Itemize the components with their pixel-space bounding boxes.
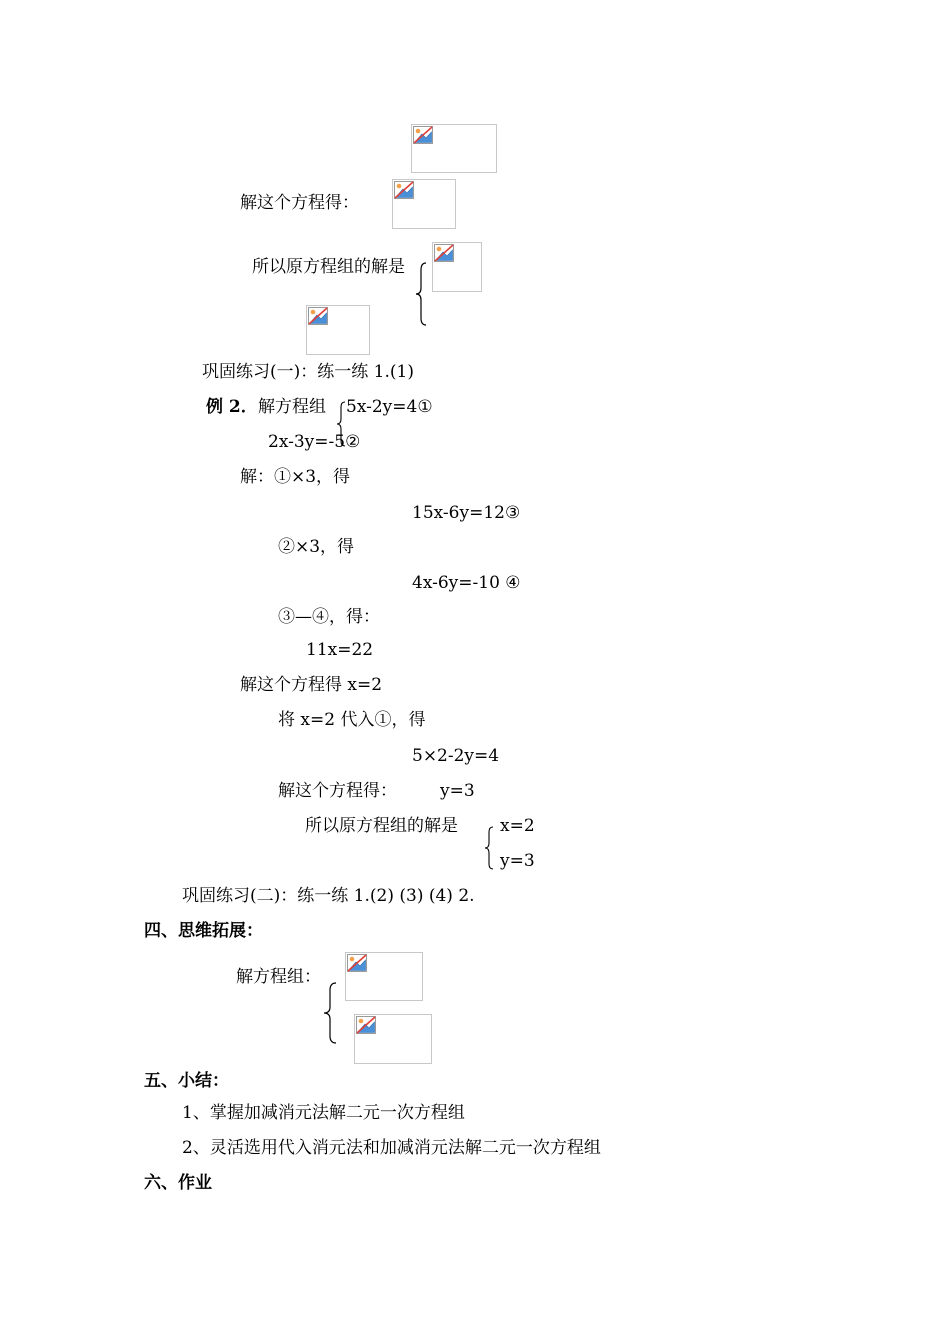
equation-image-2: [392, 179, 456, 229]
equation-image-1: [411, 124, 497, 173]
equation-image-3: [432, 242, 482, 292]
left-brace-3: [483, 826, 495, 870]
section-4-heading: 四、思维拓展：: [144, 921, 263, 941]
equation-image-4: [306, 305, 370, 355]
section-6-heading: 六、作业: [144, 1173, 212, 1193]
broken-image-icon: [347, 954, 367, 972]
section-5-heading: 五、小结：: [144, 1071, 229, 1091]
left-brace-4: [322, 982, 338, 1044]
broken-image-icon: [356, 1016, 376, 1034]
example-2-label: 例 2．: [206, 397, 258, 417]
summary-item-1: 1、掌握加减消元法解二元一次方程组: [182, 1103, 465, 1123]
step-2: ②×3，得: [278, 537, 355, 557]
step-3: ③—④，得：: [278, 607, 380, 627]
broken-image-icon: [434, 244, 454, 262]
solution-y: y=3: [500, 851, 535, 871]
equation-image-5: [345, 952, 423, 1001]
broken-image-icon: [413, 126, 433, 144]
left-brace-1: [414, 262, 428, 326]
substitute-step: 将 x=2 代入①，得: [278, 710, 426, 730]
equation-1: 5x-2y=4①: [346, 397, 433, 417]
solution-label-1: 所以原方程组的解是: [252, 257, 405, 277]
solution-x: x=2: [500, 816, 535, 836]
practice-2: 巩固练习(二)：练一练 1.(2) (3) (4) 2.: [182, 886, 475, 906]
solve-x: 解这个方程得 x=2: [240, 675, 383, 695]
practice-1: 巩固练习(一)：练一练 1.(1): [202, 362, 414, 382]
equation-3: 15x-6y=12③: [412, 503, 521, 523]
equation-5: 11x=22: [306, 640, 374, 660]
summary-item-2: 2、灵活选用代入消元法和加减消元法解二元一次方程组: [182, 1138, 601, 1158]
example-2-text: 解方程组: [258, 397, 326, 417]
equation-6: 5×2-2y=4: [412, 746, 500, 766]
equation-2: 2x-3y=-5②: [268, 432, 361, 452]
solve-y-label: 解这个方程得：: [278, 781, 397, 801]
equation-image-6: [354, 1014, 432, 1064]
equation-4: 4x-6y=-10 ④: [412, 573, 521, 593]
y-value: y=3: [440, 781, 475, 801]
broken-image-icon: [308, 307, 328, 325]
broken-image-icon: [394, 181, 414, 199]
solution-label-2: 所以原方程组的解是: [305, 816, 458, 836]
step-1: 解：①×3，得: [240, 467, 351, 487]
solve-system-label: 解方程组：: [236, 967, 321, 987]
solve-equation-label-1: 解这个方程得：: [240, 193, 359, 213]
